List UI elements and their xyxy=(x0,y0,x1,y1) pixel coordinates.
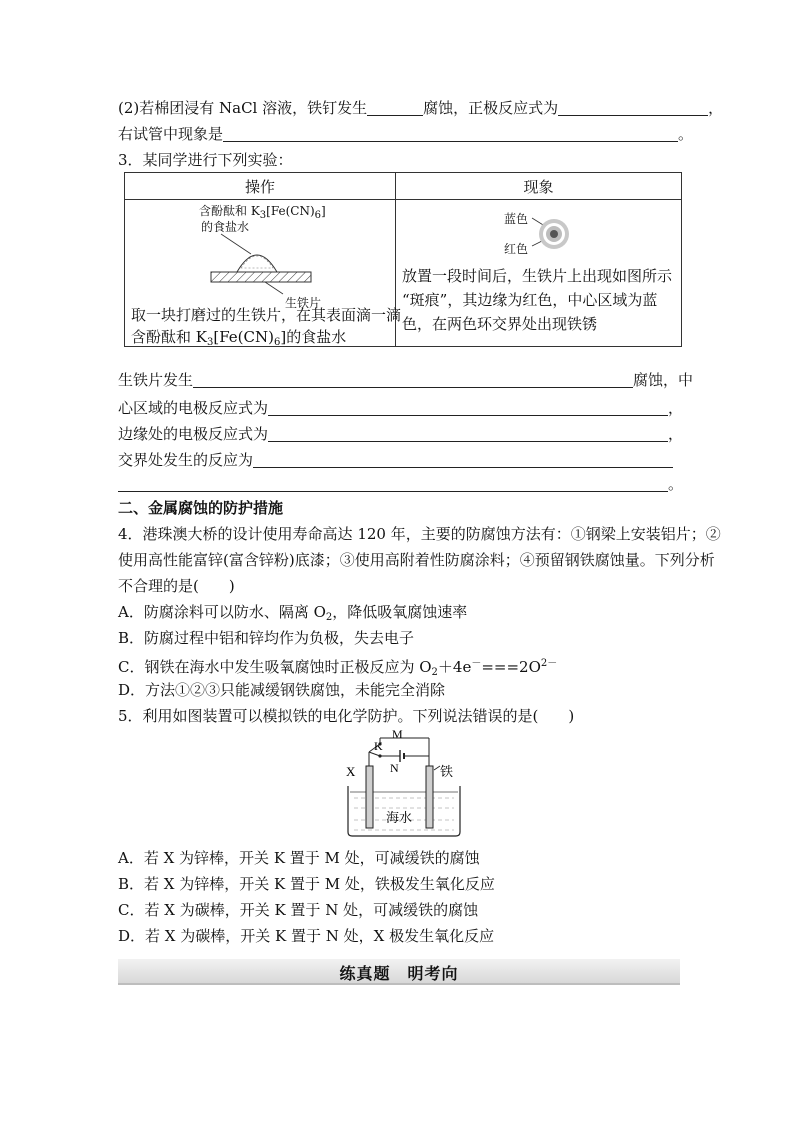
answer-blank[interactable] xyxy=(118,475,668,492)
answer-blank[interactable] xyxy=(193,371,633,388)
q4-option-d[interactable]: D．方法①②③只能减缓钢铁腐蚀，未能完全消除 xyxy=(118,681,446,699)
q5-option-d[interactable]: D．若 X 为碳棒，开关 K 置于 N 处，X 极发生氧化反应 xyxy=(118,927,495,945)
answer-blank[interactable] xyxy=(253,451,673,468)
answer-blank[interactable] xyxy=(223,125,678,142)
q4-option-b[interactable]: B．防腐过程中铝和锌均作为负极，失去电子 xyxy=(118,629,415,647)
answer-blank[interactable] xyxy=(268,399,668,416)
q4-line1: 4．港珠澳大桥的设计使用寿命高达 120 年，主要的防腐蚀方法有：①钢梁上安装铝片；② xyxy=(118,525,721,543)
q3-fill1: 生铁片发生 腐蚀，中 xyxy=(118,371,694,389)
table-header-phenomenon: 现象 xyxy=(396,173,682,200)
q2-line1: (2)若棉团浸有 NaCl 溶液，铁钉发生 腐蚀，正极反应式为 ， xyxy=(118,99,724,117)
figure-label-solution: 含酚酞和 $K_3[Fe(CN)_6]$ xyxy=(199,204,326,221)
answer-blank[interactable] xyxy=(268,425,668,442)
spot-label-blue: 蓝色 xyxy=(504,212,529,226)
q2-line2: 右试管中现象是 。 xyxy=(118,125,694,143)
answer-blank[interactable] xyxy=(367,99,423,116)
electrode-label-x: X xyxy=(346,764,356,779)
switch-label-m: M xyxy=(392,728,403,741)
q3-fill2: 心区域的电极反应式为 ， xyxy=(118,399,684,417)
table-header-operation: 操作 xyxy=(125,173,396,200)
q3-fill3: 边缘处的电极反应式为 ， xyxy=(118,425,684,443)
q3-fill4: 交界处发生的反应为 xyxy=(118,450,673,470)
operation-text: 取一块打磨过的生铁片，在其表面滴一滴 含酚酞和 $K_3[Fe(CN)_6]$的食盐水 xyxy=(131,306,402,348)
figure-label-iron: 生铁片 xyxy=(285,296,322,310)
q5-option-c[interactable]: C．若 X 为碳棒，开关 K 置于 N 处，可减缓铁的腐蚀 xyxy=(118,901,479,919)
electrochemical-protection-figure xyxy=(340,728,470,840)
q3-fill5: 。 xyxy=(118,474,683,494)
q5-option-a[interactable]: A．若 X 为锌棒，开关 K 置于 M 处，可减缓铁的腐蚀 xyxy=(118,849,480,867)
iron-plate-droplet-figure xyxy=(205,228,325,298)
q5-option-b[interactable]: B．若 X 为锌棒，开关 K 置于 M 处，铁极发生氧化反应 xyxy=(118,875,495,893)
q4-option-a[interactable]: A．防腐涂料可以防水、隔离 $O_2$，降低吸氧腐蚀速率 xyxy=(118,603,468,623)
q4-line2: 使用高性能富锌(富含锌粉)底漆；③使用高附着性防腐涂料；④预留钢铁腐蚀量。下列分析 xyxy=(118,551,715,569)
section-title: 二、金属腐蚀的防护措施 xyxy=(118,499,284,517)
switch-label-k: K xyxy=(374,739,383,753)
q4-line3: 不合理的是( ) xyxy=(118,577,235,595)
q5-stem: 5．利用如图装置可以模拟铁的电化学防护。下列说法错误的是( ) xyxy=(118,707,575,725)
switch-label-n: N xyxy=(390,761,399,775)
seawater-label: 海水 xyxy=(386,811,413,826)
operation-cell xyxy=(125,200,402,348)
spot-label-red: 红色 xyxy=(504,242,529,256)
experiment-table xyxy=(124,172,682,347)
phenomenon-cell xyxy=(396,200,682,347)
figure-label-saltwater: 的食盐水 xyxy=(201,220,250,234)
q4-option-c[interactable]: C．钢铁在海水中发生吸氧腐蚀时正极反应为 $O_2+4e^-===2O^{2-}$ xyxy=(118,658,558,678)
q3-stem: 3．某同学进行下列实验： xyxy=(118,151,293,169)
banner-title: 练真题 明考向 xyxy=(339,964,459,983)
electrode-label-iron: 铁 xyxy=(440,765,454,780)
rust-spot-figure xyxy=(526,212,576,258)
answer-blank[interactable] xyxy=(558,99,708,116)
phenomenon-text: 放置一段时间后，生铁片上出现如图所示 “斑痕”，其边缘为红色，中心区域为蓝 色，在两色环交界处出现铁锈 xyxy=(402,267,673,333)
section-banner xyxy=(118,959,680,985)
